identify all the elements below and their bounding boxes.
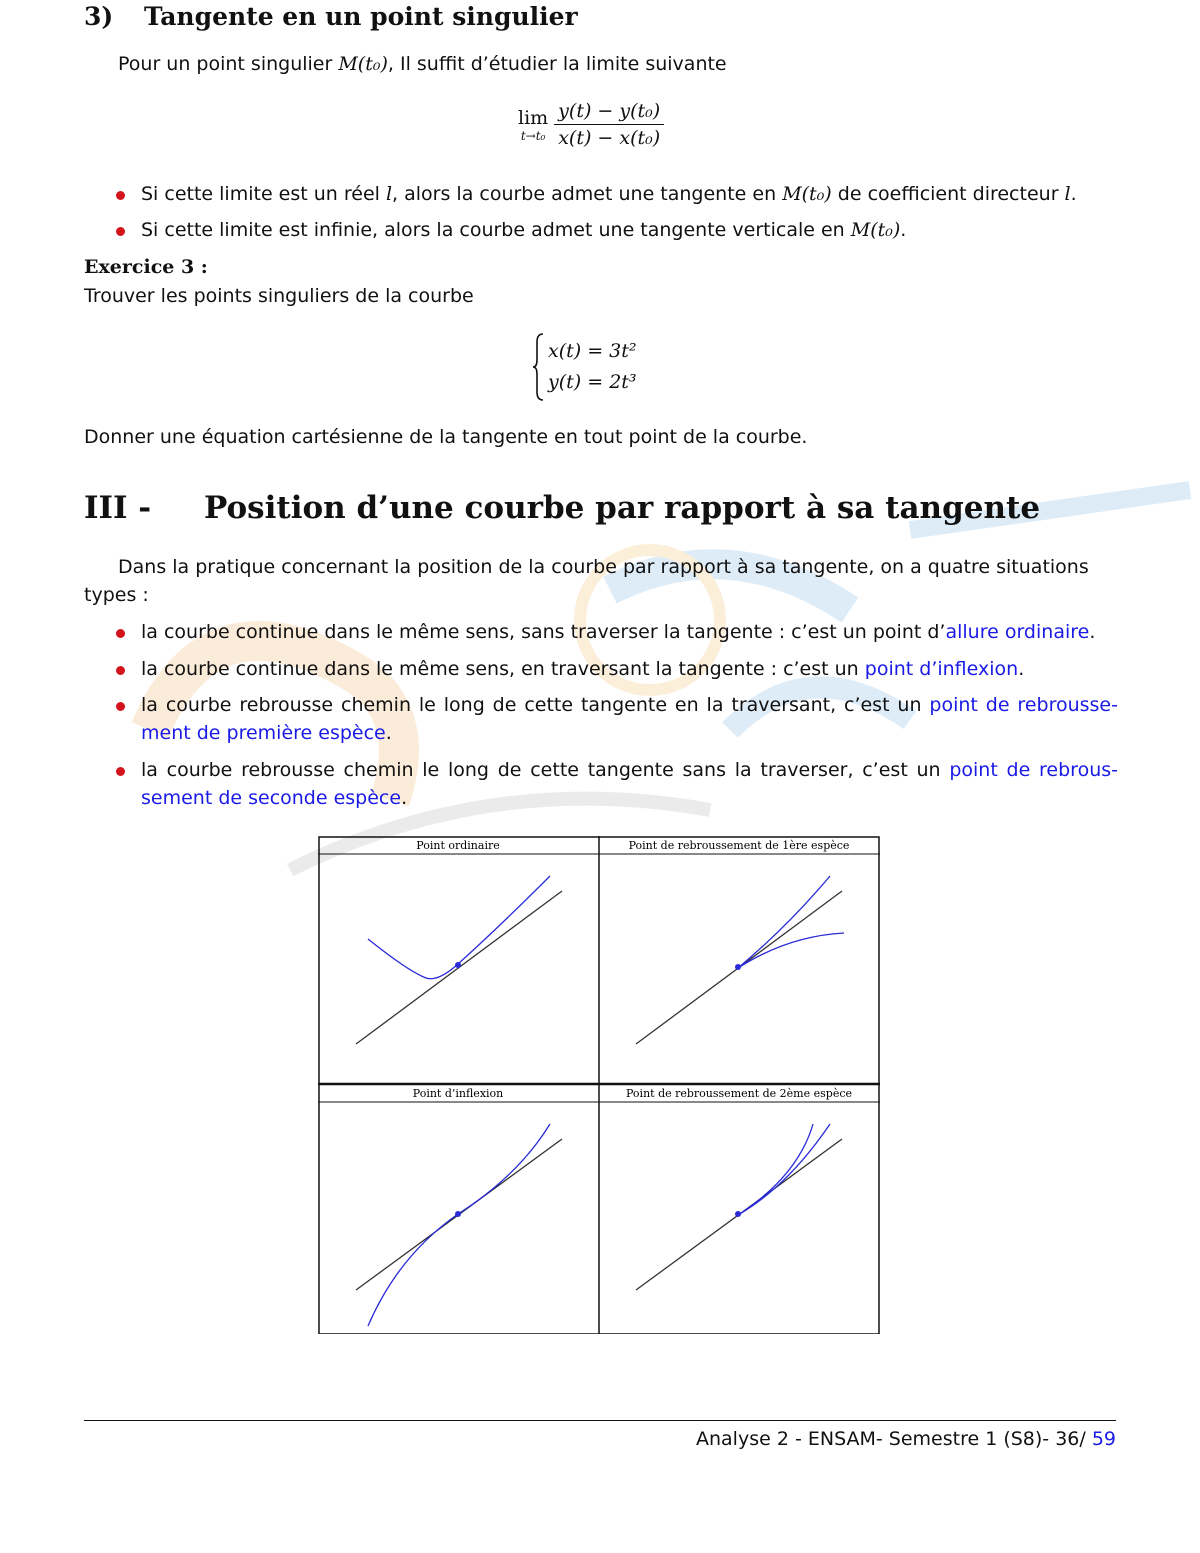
limit-operator: lim <box>518 106 549 129</box>
bullet-icon <box>116 767 125 776</box>
footer-total-pages-link[interactable]: 59 <box>1091 1428 1116 1450</box>
bullet-text: . <box>900 219 907 241</box>
list-item <box>118 180 1118 208</box>
list-item <box>118 618 1118 646</box>
link-allure-ordinaire[interactable]: allure ordinaire <box>945 621 1090 643</box>
left-brace-icon <box>532 332 544 402</box>
page-footer <box>696 1428 1116 1450</box>
bullet-math: l <box>385 183 393 205</box>
bullet-icon <box>116 666 125 675</box>
panel-rebroussement-1 <box>636 876 844 1044</box>
intro-text-before: Pour un point singulier <box>118 53 339 75</box>
curve-branch-inner <box>738 1124 813 1215</box>
limit-denominator: x(t) − x(t₀) <box>558 127 661 149</box>
panel-title-rebroussement-2: Point de rebroussement de 2ème espèce <box>625 1087 853 1100</box>
panel-inflexion <box>356 1124 562 1326</box>
limit-fraction <box>554 100 664 149</box>
panel-ordinaire <box>356 876 562 1044</box>
panel-title-ordinaire: Point ordinaire <box>416 839 500 852</box>
intro-text-after: , Il suffit d’étudier la limite suivante <box>387 53 727 75</box>
panel-rebroussement-2 <box>636 1124 842 1290</box>
bullet-text: la courbe continue dans le même sens, sans traverser la tangente : c’est un point d’ <box>141 621 946 643</box>
link-point-inflexion[interactable]: point d’inflexion <box>864 658 1019 680</box>
subsection-title: Tangente en un point singulier <box>144 2 578 31</box>
curve-branch-upper <box>738 876 830 968</box>
equation-system <box>532 332 637 402</box>
exercise-question: Donner une équation cartésienne de la tangente en tout point de la courbe. <box>84 426 808 448</box>
bullet-text: la courbe continue dans le même sens, en traversant la tangente : c’est un <box>141 658 865 680</box>
section-heading <box>84 490 1040 526</box>
bullet-icon <box>116 629 125 638</box>
intro-math: M(t₀) <box>338 53 388 75</box>
footer-text: Analyse 2 - ENSAM- Semestre 1 (S8)- 36/ <box>696 1428 1092 1450</box>
bullet-text: la courbe rebrousse chemin le long de cette tangente en la traversant, c’est un <box>141 694 930 716</box>
panel-title-inflexion: Point d’inflexion <box>412 1087 504 1100</box>
bullet-text: . <box>385 722 392 744</box>
limit-subscript: t→t₀ <box>520 128 546 143</box>
list-item <box>118 216 1118 244</box>
bullet-text: la courbe rebrousse chemin le long de cette tangente sans la traverser, c’est un <box>141 759 950 781</box>
bullet-icon <box>116 191 125 200</box>
list-item <box>118 756 1118 812</box>
exercise-heading: Exercice 3 : <box>84 256 208 278</box>
bullet-math: M(t₀) <box>782 183 832 205</box>
bullet-math: l <box>1064 183 1071 205</box>
tangent-point <box>735 964 741 970</box>
tangent-point <box>735 1211 741 1217</box>
section-number: III - <box>84 490 152 526</box>
section-intro: Dans la pratique concernant la position de la courbe par rapport à sa tangente, on a quatre situations types : <box>84 556 1089 606</box>
bullet-text: Si cette limite est infinie, alors la courbe admet une tangente verticale en <box>141 219 851 241</box>
bullet-icon <box>116 702 125 711</box>
tangent-positions-figure <box>318 836 880 1334</box>
list-item <box>118 691 1118 747</box>
equation-x: x(t) = 3t² <box>548 340 637 362</box>
curve-branch-outer <box>738 1124 830 1215</box>
panel-title-rebroussement-1: Point de rebroussement de 1ère espèce <box>628 839 850 852</box>
subsection-number: 3) <box>84 2 114 31</box>
bullet-text: de coefficient directeur <box>831 183 1065 205</box>
bullet-text: Si cette limite est un réel <box>141 183 386 205</box>
limit-formula <box>518 100 664 149</box>
section-title: Position d’une courbe par rapport à sa tangente <box>204 490 1041 526</box>
equation-y: y(t) = 2t³ <box>548 371 637 393</box>
exercise-statement: Trouver les points singuliers de la courbe <box>84 285 474 307</box>
bullet-text: . <box>401 787 408 809</box>
intro-paragraph <box>118 50 727 78</box>
bullet-text: . <box>1070 183 1077 205</box>
tangent-point <box>455 1211 461 1217</box>
curve <box>368 1124 550 1326</box>
curve-branch-lower <box>738 933 844 968</box>
bullet-text: . <box>1018 658 1025 680</box>
bullet-text: , alors la courbe admet une tangente en <box>392 183 783 205</box>
bullet-icon <box>116 227 125 236</box>
list-item <box>118 655 1118 683</box>
tangent-point <box>455 962 461 968</box>
bullet-text: . <box>1089 621 1096 643</box>
link-rebroussement-2[interactable]: point de rebrous-sement de seconde espèce <box>141 759 1118 809</box>
limit-numerator: y(t) − y(t₀) <box>554 100 664 125</box>
bullet-math: M(t₀) <box>850 219 901 241</box>
footer-rule <box>84 1420 1116 1421</box>
subsection-heading <box>84 2 578 31</box>
link-rebroussement-1[interactable]: point de rebrousse-ment de première espèce <box>141 694 1118 744</box>
